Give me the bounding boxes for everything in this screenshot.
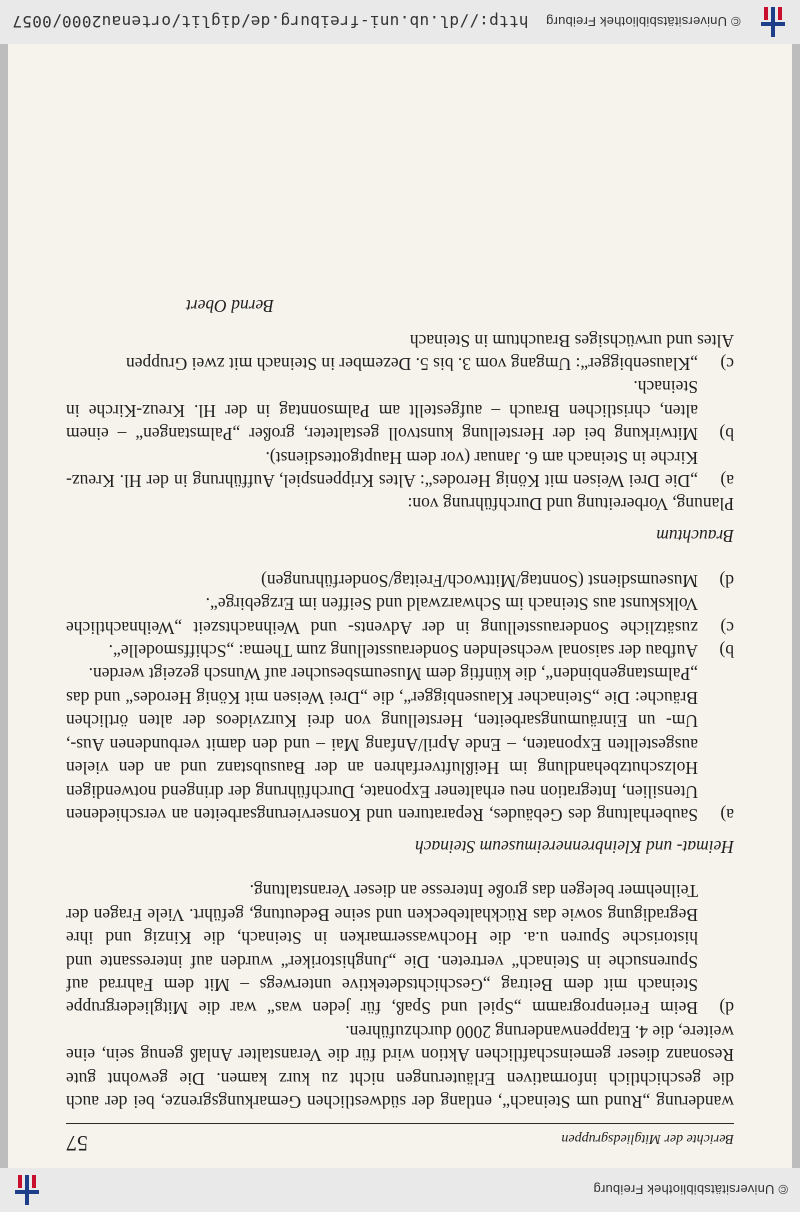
list-item [66, 639, 734, 662]
list-item-text: „Die Drei Weisen mit König Herodes“: Altes Krippenspiel, Aufführung in der Hl. Kreuz-Kirche in Steinach am 6. Januar (vor dem Hauptgottesdienst). [66, 447, 698, 492]
university-logo-icon [758, 7, 788, 37]
page-number: 57 [66, 1131, 88, 1156]
intro-paragraph: wanderung „Rund um Steinach“, entlang der südwestlichen Gemarkungsgrenze, bei der auch die geschichtlich informativen Erläuterungen nicht zu kurz kamen. Die gewohnt gute Resonanz dieser gemeinschaftlichen Aktion wird für die Veranstalter Anlaß genug sein, eine weitere, die 4. Etappenwanderung 2000 durchzuführen. [66, 1021, 734, 1112]
list-marker: c) [720, 617, 734, 638]
list-marker: a) [720, 804, 734, 825]
list-item-text: „Klausenbigger“: Umgang vom 3. bis 5. Dezember in Steinach mit zwei Gruppen [126, 354, 698, 375]
list-marker: a) [720, 471, 734, 492]
intro-list [66, 879, 734, 1019]
list-item-text: Mitwirkung bei der Herstellung kunstvoll gestalteter, großer „Palmstangen“ – einem alten, christlichen Brauch – aufgestellt am Palmsonntag in der Hl. Kreuz-Kirche in Steinach. [66, 377, 698, 445]
bottom-info-bar [0, 1168, 800, 1212]
list-item [66, 662, 734, 826]
museum-list [66, 568, 734, 825]
source-url[interactable]: http://dl.ub.uni-freiburg.de/diglit/ortenau2000/0057 [12, 12, 529, 32]
closing-line: Altes und urwüchsiges Brauchtum in Steinach [409, 330, 734, 351]
list-marker: c) [720, 354, 734, 375]
running-head [66, 1123, 734, 1156]
list-item [66, 568, 734, 591]
running-head-title: Berichte der Mitgliedsgruppen [561, 1131, 734, 1146]
page-content [66, 295, 734, 1156]
list-item [66, 445, 734, 492]
list-item [66, 352, 734, 375]
university-logo-icon [12, 1175, 42, 1205]
brauchtum-intro: Planung, Vorbereitung und Durchführung von: [407, 494, 734, 515]
brauchtum-list [66, 352, 734, 492]
list-marker: d) [719, 998, 734, 1019]
list-item-text: zusätzliche Sonderausstellung in der Advents- und Weihnachtszeit „Weihnachtliche Volkskunst aus Steinach im Schwarzwald und Seiffen im Erzgebirge“. [66, 594, 698, 638]
list-marker: b) [719, 424, 734, 445]
library-credit-bottom: © Universitätsbibliothek Freiburg [593, 1182, 788, 1198]
top-info-bar [0, 0, 800, 44]
library-credit: © Universitätsbibliothek Freiburg [545, 14, 741, 30]
list-item-text: Aufbau der saisonal wechselnden Sonderausstellung zum Thema: „Schiffsmodelle“. [108, 641, 698, 662]
section-title-museum: Heimat- und Kleinbrennereimuseum Steinach [415, 836, 734, 857]
list-item-d [66, 879, 734, 1019]
scanned-page [8, 44, 792, 1168]
list-marker: b) [719, 641, 734, 662]
list-marker: d) [719, 570, 734, 591]
author-signature: Bernd Obert [186, 296, 274, 317]
list-item-text: Sauberhaltung des Gebäudes, Reparaturen und Konservierungsarbeiten an verschiedenen Utensilien, Integration neu erhaltener Exponate, Durchführung der dringend notwendigen Holzschutzbehandlung im Heißluftverfahren an der Bausubstanz und an den vielen ausgestellten Exponaten, – Ende April/Anfang Mai – und den damit verbundenen Aus-, Um- un Einräumungsarbeiten, Herstellung von drei Kurzvideos der alten örtlichen Bräuche: Die „Steinacher Klausenbigger“, die „Drei Weisen mit König Herodes“ und das „Palmstangenbinden“, die künftig dem Museumsbesucher auf Wunsch gezeigt werden. [66, 664, 698, 825]
list-item-text: Museumsdienst (Sonntag/Mittwoch/Freitag/Sonderführungen) [261, 570, 698, 591]
list-item-text: Beim Ferienprogramm „Spiel und Spaß, für jeden was“ war die Mitgliedergruppe Steinach mit dem Beitrag „Geschichtsdetektive unterwegs – Mit dem Fahrrad auf Spurensuche in Steinach“ vertreten. Die „Junghistoriker“ wurden auf interessante und historische Spuren u.a. die Hochwassermarken in Steinach, die Kinzig und ihre Begradigung sowie das Rückhaltebecken und seine Bedeutung, geführt. Viele Fragen der Teilnehmer belegen das große Interesse an dieser Veranstaltung. [66, 881, 698, 1019]
list-item [66, 375, 734, 445]
list-item [66, 592, 734, 639]
section-title-brauchtum: Brauchtum [656, 526, 734, 547]
